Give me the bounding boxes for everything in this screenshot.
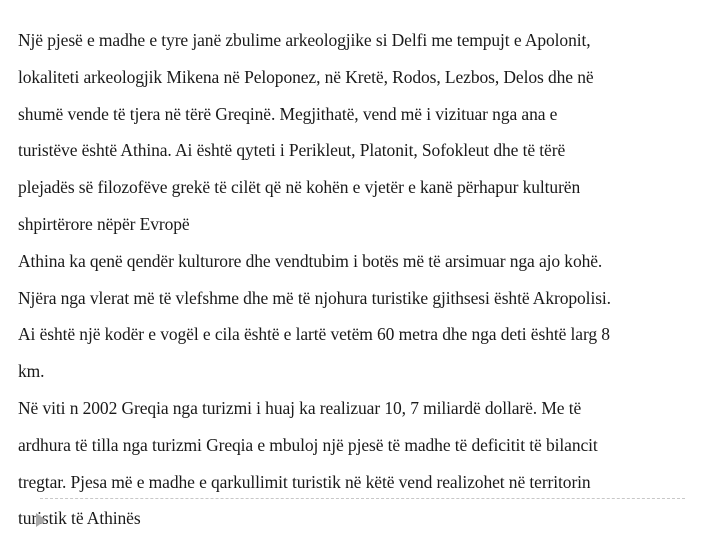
text-line-2: lokaliteti arkeologjik Mikena në Peloponez, në Kretë, Rodos, Lezbos, Delos dhe në	[18, 66, 594, 87]
text-line-10: km.	[18, 361, 45, 382]
text-line-4: turistëve është Athina. Ai është qyteti i Perikleut, Platonit, Sofokleut dhe të tërë	[18, 140, 566, 161]
text-line-8: Njëra nga vlerat më të vlefshme dhe më të njohura turistike gjithsesi është Akropolisi.	[18, 287, 611, 308]
text-line-7: Athina ka qenë qendër kulturore dhe vendtubim i botës më të arsimuar nga ajo kohë.	[18, 250, 603, 271]
text-line-3: shumë vende të tjera në tërë Greqinë. Megjithatë, vend më i vizituar nga ana e	[18, 103, 558, 124]
text-line-13: tregtar. Pjesa më e madhe e qarkullimit turistik në këtë vend realizohet në territorin	[18, 471, 591, 492]
text-line-14: turistik të Athinës	[18, 508, 141, 529]
text-line-9: Ai është një kodër e vogël e cila është e lartë vetëm 60 metra dhe nga deti është larg 8	[18, 324, 610, 345]
text-line-5: plejadës së filozofëve grekë të cilët që në kohën e vjetër e kanë përhapur kulturën	[18, 177, 581, 198]
play-triangle-icon[interactable]	[36, 513, 46, 527]
text-line-12: ardhura të tilla nga turizmi Greqia e mbuloj një pjesë të madhe të deficitit të bilancit	[18, 434, 598, 455]
text-line-1: Një pjesë e madhe e tyre janë zbulime arkeologjike si Delfi me tempujt e Apolonit,	[18, 30, 591, 50]
text-line-11: Në viti n 2002 Greqia nga turizmi i huaj ka realizuar 10, 7 miliardë dollarë. Me të	[18, 397, 582, 418]
footer-divider	[40, 498, 685, 499]
slide-body-text	[18, 22, 718, 537]
text-line-6: shpirtërore nëpër Evropë	[18, 213, 190, 234]
